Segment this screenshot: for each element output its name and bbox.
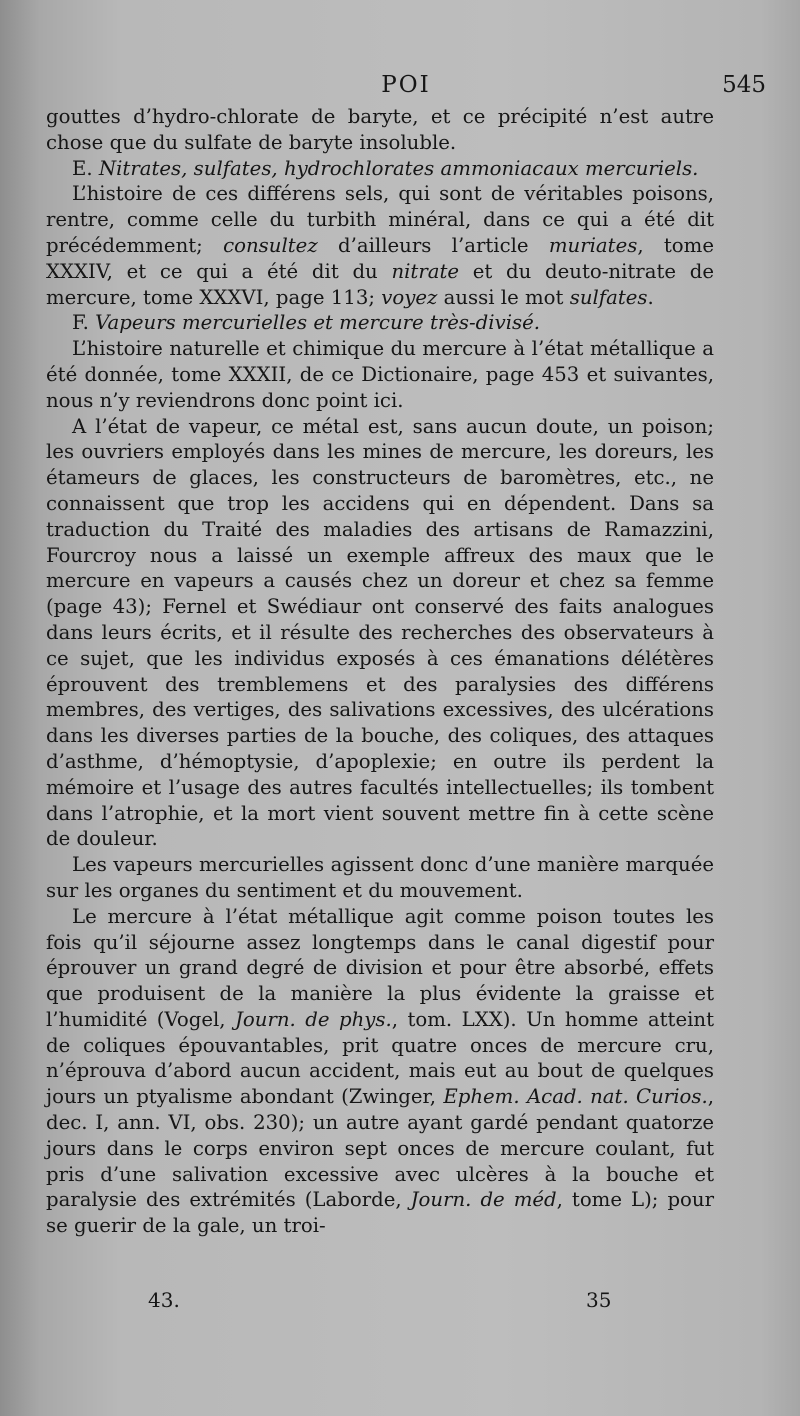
italic-text: sulfates <box>569 285 648 309</box>
text-run: d’ailleurs l’article <box>317 233 549 257</box>
page-footer <box>46 1288 766 1318</box>
italic-text: muriates <box>548 233 638 257</box>
paragraph <box>46 904 714 1239</box>
text-run: E. <box>72 156 99 180</box>
italic-text: Nitrates, sulfates, hydrochlorates ammoniacaux mercuriels. <box>98 156 699 180</box>
italic-text: Journ. de méd <box>410 1188 557 1212</box>
paragraph <box>46 104 714 156</box>
paragraph <box>46 156 714 182</box>
italic-text: Vapeurs mercurielles et mercure très-divisé. <box>95 311 540 335</box>
italic-text: nitrate <box>391 259 460 283</box>
page-number: 545 <box>722 72 766 98</box>
folio-mark: 35 <box>586 1288 612 1312</box>
italic-text: Ephem. Acad. nat. Curios. <box>443 1085 708 1109</box>
body-text <box>46 104 714 1239</box>
italic-text: voyez <box>381 285 438 309</box>
italic-text: consultez <box>223 233 318 257</box>
text-run: Les vapeurs mercurielles agissent donc d’une manière marquée sur les organes du sentiment et du mouvement. <box>46 853 714 902</box>
text-run: , tome XXXIV, et ce qui a été dit du <box>46 233 714 283</box>
text-run: et du deuto-nitrate de mercure, tome XXXVI, page 113; <box>46 259 714 309</box>
text-run: L’histoire naturelle et chimique du mercure à l’état métallique a été donnée, tome XXXII, de ce Dictionaire, page 453 et suivantes, nous n’y reviendrons donc point ici. <box>46 337 714 412</box>
text-run: A l’état de vapeur, ce métal est, sans aucun doute, un poison; les ouvriers employés dans les mines de mercure, les doreurs, les étameurs de glaces, les constructeurs de baromètres, etc., ne connaissent que trop les accidens qui en dépendent. Dans sa traduction du Traité des maladies des artisans de Ramazzini, Fourcroy nous a laissé un exemple affreux des maux que le mercure en vapeurs a causés chez un doreur et chez sa femme (page 43); Fernel et Swédiaur ont conservé des faits analogues dans leurs écrits, et il résulte des recherches des observateurs à ce sujet, que les individus exposés à ces émanations délétères éprouvent des tremblemens et des paralysies des différens membres, des vertiges, des salivations excessives, des ulcérations dans les diverses parties de la bouche, des coliques, des attaques d’asthme, d’hémoptysie, d’apoplexie; en outre ils perdent la mémoire et l’usage des autres facultés intellectuelles; ils tombent dans l’atrophie, et la mort vient souvent mettre fin à cette scène de douleur. <box>46 414 714 851</box>
paragraph <box>46 310 714 336</box>
paragraph <box>46 414 714 853</box>
paragraph <box>46 336 714 413</box>
text-run: Le mercure à l’état métallique agit comme poison toutes les fois qu’il séjourne assez longtemps dans le canal digestif pour éprouver un grand degré de division et pour être absorbé, effets que produisent de la manière la plus évidente la graisse et l’humidité (Vogel, <box>46 904 714 1031</box>
signature-mark: 43. <box>148 1288 180 1312</box>
italic-text: Journ. de phys. <box>235 1007 392 1031</box>
text-run: , dec. I, ann. VI, obs. 230); un autre ayant gardé pendant quatorze jours dans le corps environ sept onces de mercure coulant, fut pris d’une salivation excessive avec ulcères à la bouche et paralysie des extrémités (Laborde, <box>46 1085 714 1212</box>
text-run: L’histoire de ces différens sels, qui sont de véritables poisons, rentre, comme celle du turbith minéral, dans ce qui a été dit précédemment; <box>46 182 714 257</box>
text-run: gouttes d’hydro-chlorate de baryte, et ce précipité n’est autre chose que du sulfate de baryte insoluble. <box>46 105 714 154</box>
running-head: POI <box>381 72 431 98</box>
text-run: , tome L); pour se guerir de la gale, un troi- <box>46 1188 714 1238</box>
paragraph <box>46 181 714 310</box>
text-run: . <box>647 285 654 309</box>
text-run: F. <box>72 311 96 335</box>
text-run: aussi le mot <box>437 285 570 309</box>
paragraph <box>46 852 714 904</box>
page-header <box>46 72 766 106</box>
text-run: , tom. LXX). Un homme atteint de coliques épouvantables, prit quatre onces de mercure cru, n’éprouva d’abord aucun accident, mais eut au bout de quelques jours un ptyalisme abondant (Zwinger, <box>46 1007 714 1109</box>
